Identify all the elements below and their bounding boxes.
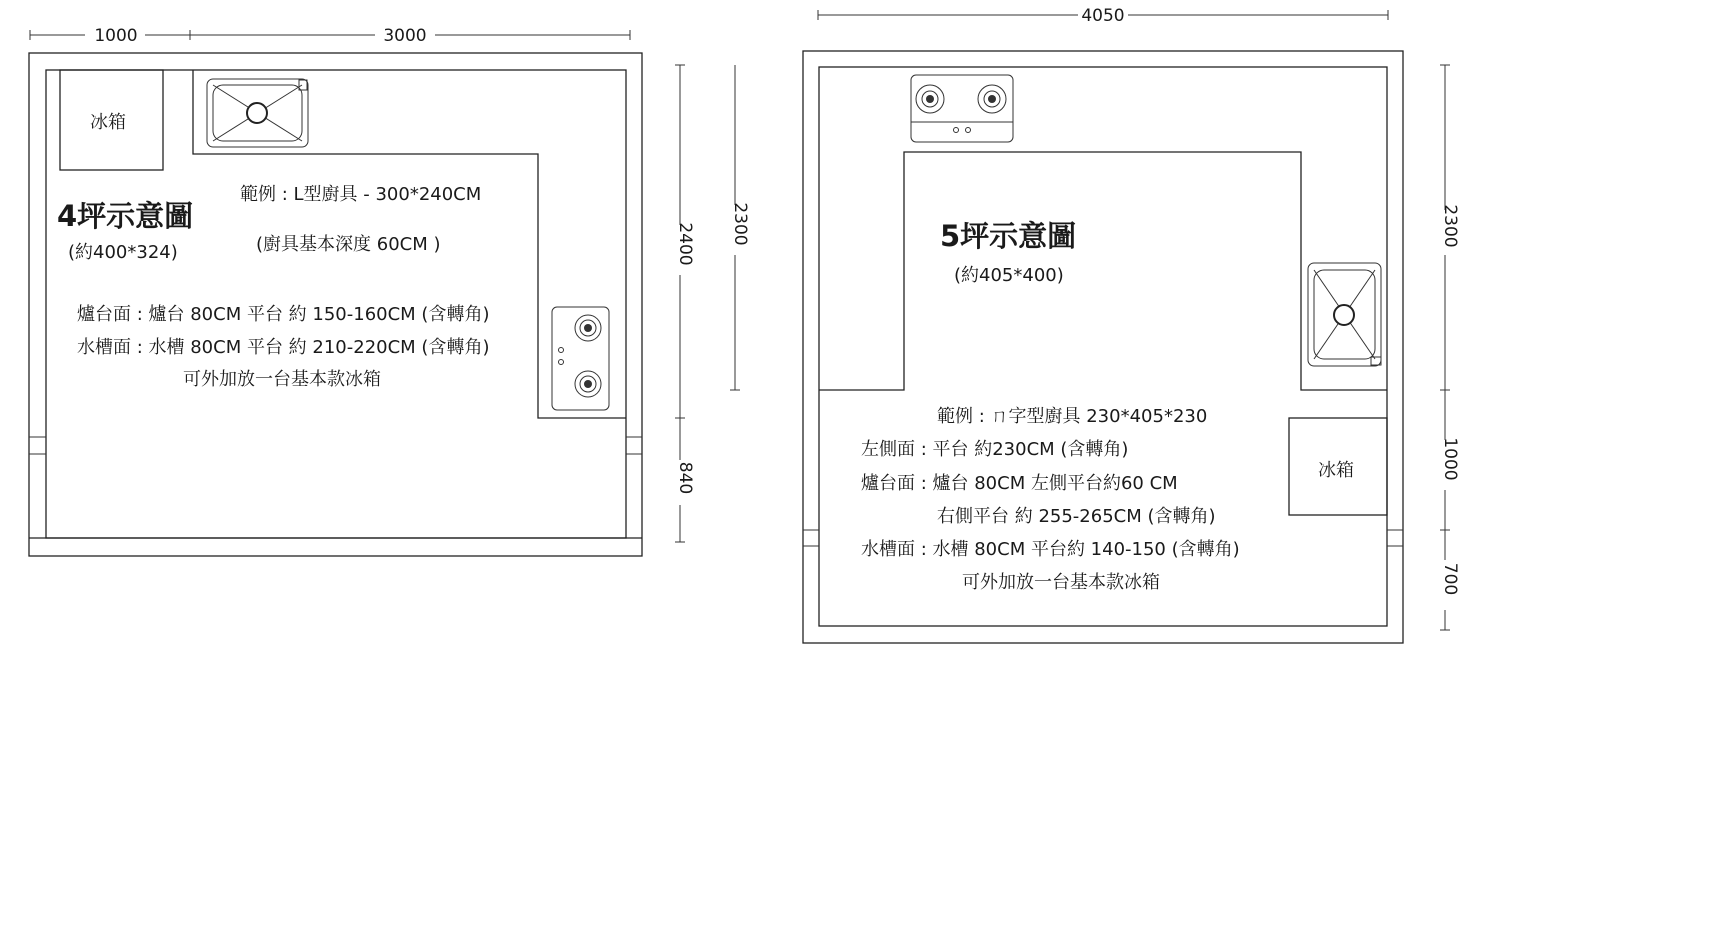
plan-5-stove-side: 爐台面 : 爐台 80CM 左側平台約60 CM <box>861 473 1178 494</box>
sink-icon <box>207 79 308 147</box>
plan-4-depth: (廚具基本深度 60CM ) <box>256 234 441 255</box>
plan-4-title: 4坪示意圖 <box>57 199 194 233</box>
dim-label-1000-5: 1000 <box>1440 437 1460 481</box>
dim-label-1000: 1000 <box>94 26 138 46</box>
plan-4-ping <box>29 26 750 556</box>
plan-5-example: 範例 : ㄇ字型廚具 230*405*230 <box>937 406 1208 427</box>
dimension-right-4 <box>675 65 750 542</box>
plan-5-size: (約405*400) <box>954 265 1064 286</box>
plan-4-sink-side: 水槽面 : 水槽 80CM 平台 約 210-220CM (含轉角) <box>77 337 490 358</box>
dimension-top-5 <box>818 6 1388 26</box>
sink-icon-5 <box>1308 263 1381 366</box>
plan-5-ping <box>803 6 1460 643</box>
plan-4-size: (約400*324) <box>68 242 178 263</box>
plan-5-sink-side: 水槽面 : 水槽 80CM 平台約 140-150 (含轉角) <box>861 539 1240 560</box>
dim-label-2400: 2400 <box>675 222 695 266</box>
dim-label-840: 840 <box>675 461 695 495</box>
dimension-right-5 <box>1440 65 1460 630</box>
dim-label-700-5: 700 <box>1440 562 1460 596</box>
stove-icon-5 <box>911 75 1013 142</box>
plan-4-example: 範例 : L型廚具 - 300*240CM <box>240 184 482 205</box>
dim-label-2300: 2300 <box>730 202 750 246</box>
u-shaped-counter <box>819 152 1387 390</box>
plan-5-left-side: 左側面 : 平台 約230CM (含轉角) <box>861 439 1129 460</box>
plan-5-extra: 可外加放一台基本款冰箱 <box>962 572 1160 593</box>
plan-4-stove-side: 爐台面 : 爐台 80CM 平台 約 150-160CM (含轉角) <box>77 304 490 325</box>
fridge-label: 冰箱 <box>90 112 126 133</box>
dim-label-4050: 4050 <box>1081 6 1125 26</box>
dim-label-3000: 3000 <box>383 26 427 46</box>
fridge-label-5: 冰箱 <box>1318 460 1354 481</box>
plan-5-stove-side-2: 右側平台 約 255-265CM (含轉角) <box>937 506 1216 527</box>
stove-icon <box>552 307 609 410</box>
plan-5-title: 5坪示意圖 <box>940 219 1077 253</box>
plan-4-extra: 可外加放一台基本款冰箱 <box>183 369 381 390</box>
dim-label-2300-5: 2300 <box>1440 204 1460 248</box>
dimension-top-4 <box>30 26 630 46</box>
